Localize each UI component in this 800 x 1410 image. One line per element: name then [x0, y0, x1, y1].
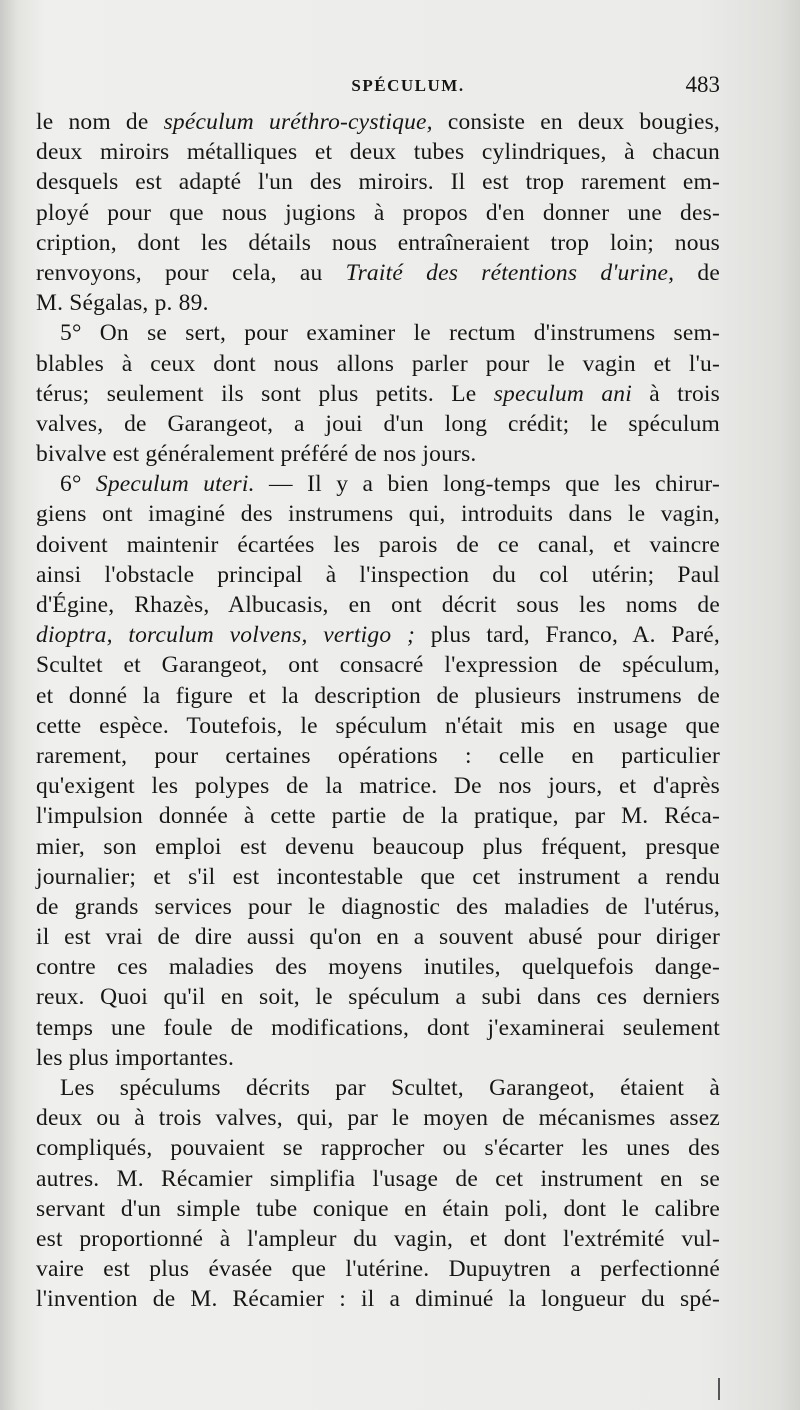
text-line: le nom de spéculum uréthro-cystique, consiste en deux bougies, [36, 109, 721, 135]
text-line: Les spéculums décrits par Scultet, Garangeot, étaient à [60, 1075, 720, 1101]
text-line: valves, de Garangeot, a joui d'un long crédit; le spéculum [36, 410, 720, 437]
text-line: les plus importantes. [36, 1044, 235, 1071]
text-line: est proportionné à l'ampleur du vagin, et dont l'extrémité vul- [36, 1225, 720, 1252]
text-line: l'impulsion donnée à cette partie de la pratique, par M. Réca- [36, 803, 720, 830]
text-line: renvoyons, pour cela, au Traité des rétentions d'urine, de [36, 259, 720, 286]
text-line: temps une foule de modifications, dont j'examinerai seulement [36, 1014, 720, 1041]
text-line: 6° Speculum uteri. — Il y a bien long-temps que les chirur- [60, 471, 721, 498]
text-line: autres. M. Récamier simplifia l'usage de cet instrument en se [36, 1165, 720, 1192]
text-line: servant d'un simple tube conique en étain poli, dont le calibre [36, 1195, 720, 1222]
text-line: Scultet et Garangeot, ont consacré l'expression de spéculum, [36, 652, 720, 679]
text-line: deux miroirs métalliques et deux tubes cylindriques, à chacun [36, 139, 720, 166]
text-line: rarement, pour certaines opérations : celle en particulier [36, 742, 720, 769]
text-line: blables à ceux dont nous allons parler pour le vagin et l'u- [36, 350, 720, 377]
page-number: 483 [685, 72, 720, 97]
text-line: qu'exigent les polypes de la matrice. De nos jours, et d'après [36, 773, 720, 800]
text-line: mier, son emploi est devenu beaucoup plus fréquent, presque [36, 833, 720, 860]
text-line: l'invention de M. Récamier : il a diminué la longueur du spé- [36, 1286, 720, 1313]
text-line: compliqués, pouvaient se rapprocher ou s'écarter les unes des [36, 1135, 720, 1162]
text-line: vaire est plus évasée que l'utérine. Dupuytren a perfectionné [36, 1256, 720, 1283]
margin-mark [718, 1378, 720, 1400]
text-line: desquels est adapté l'un des miroirs. Il est trop rarement em- [36, 169, 720, 196]
text-line: ainsi l'obstacle principal à l'inspection du col utérin; Paul [36, 561, 720, 588]
body-text [36, 107, 720, 1315]
text-line: cette espèce. Toutefois, le spéculum n'était mis en usage que [36, 712, 720, 739]
text-line: giens ont imaginé des instrumens qui, introduits dans le vagin, [36, 501, 720, 528]
text-line: cription, dont les détails nous entraîneraient trop loin; nous [36, 229, 720, 256]
text-line: d'Égine, Rhazès, Albucasis, en ont décrit sous les noms de [36, 592, 720, 618]
running-title: SPÉCULUM. [351, 76, 465, 95]
text-line: contre ces maladies des moyens inutiles, quelquefois dange- [36, 954, 720, 981]
text-line: M. Ségalas, p. 89. [36, 290, 209, 317]
text-line: térus; seulement ils sont plus petits. Le speculum ani à trois [36, 380, 721, 407]
text-line: journalier; et s'il est incontestable que cet instrument a rendu [36, 863, 720, 890]
text-line: et donné la figure et la description de plusieurs instrumens de [36, 682, 720, 709]
text-line: ployé pour que nous jugions à propos d'en donner une des- [36, 199, 720, 226]
text-line: bivalve est généralement préféré de nos jours. [36, 441, 477, 468]
text-line: doivent maintenir écartées les parois de ce canal, et vaincre [36, 531, 720, 558]
text-line: dioptra, torculum volvens, vertigo ; plus tard, Franco, A. Paré, [36, 622, 720, 649]
text-line: deux ou à trois valves, qui, par le moyen de mécanismes assez [36, 1105, 720, 1132]
text-line: reux. Quoi qu'il en soit, le spéculum a subi dans ces derniers [36, 984, 720, 1011]
page-header [36, 72, 720, 106]
text-line: de grands services pour le diagnostic des maladies de l'utérus, [36, 893, 720, 920]
text-line: 5° On se sert, pour examiner le rectum d'instrumens sem- [60, 320, 720, 347]
text-line: il est vrai de dire aussi qu'on en a souvent abusé pour diriger [36, 924, 720, 951]
